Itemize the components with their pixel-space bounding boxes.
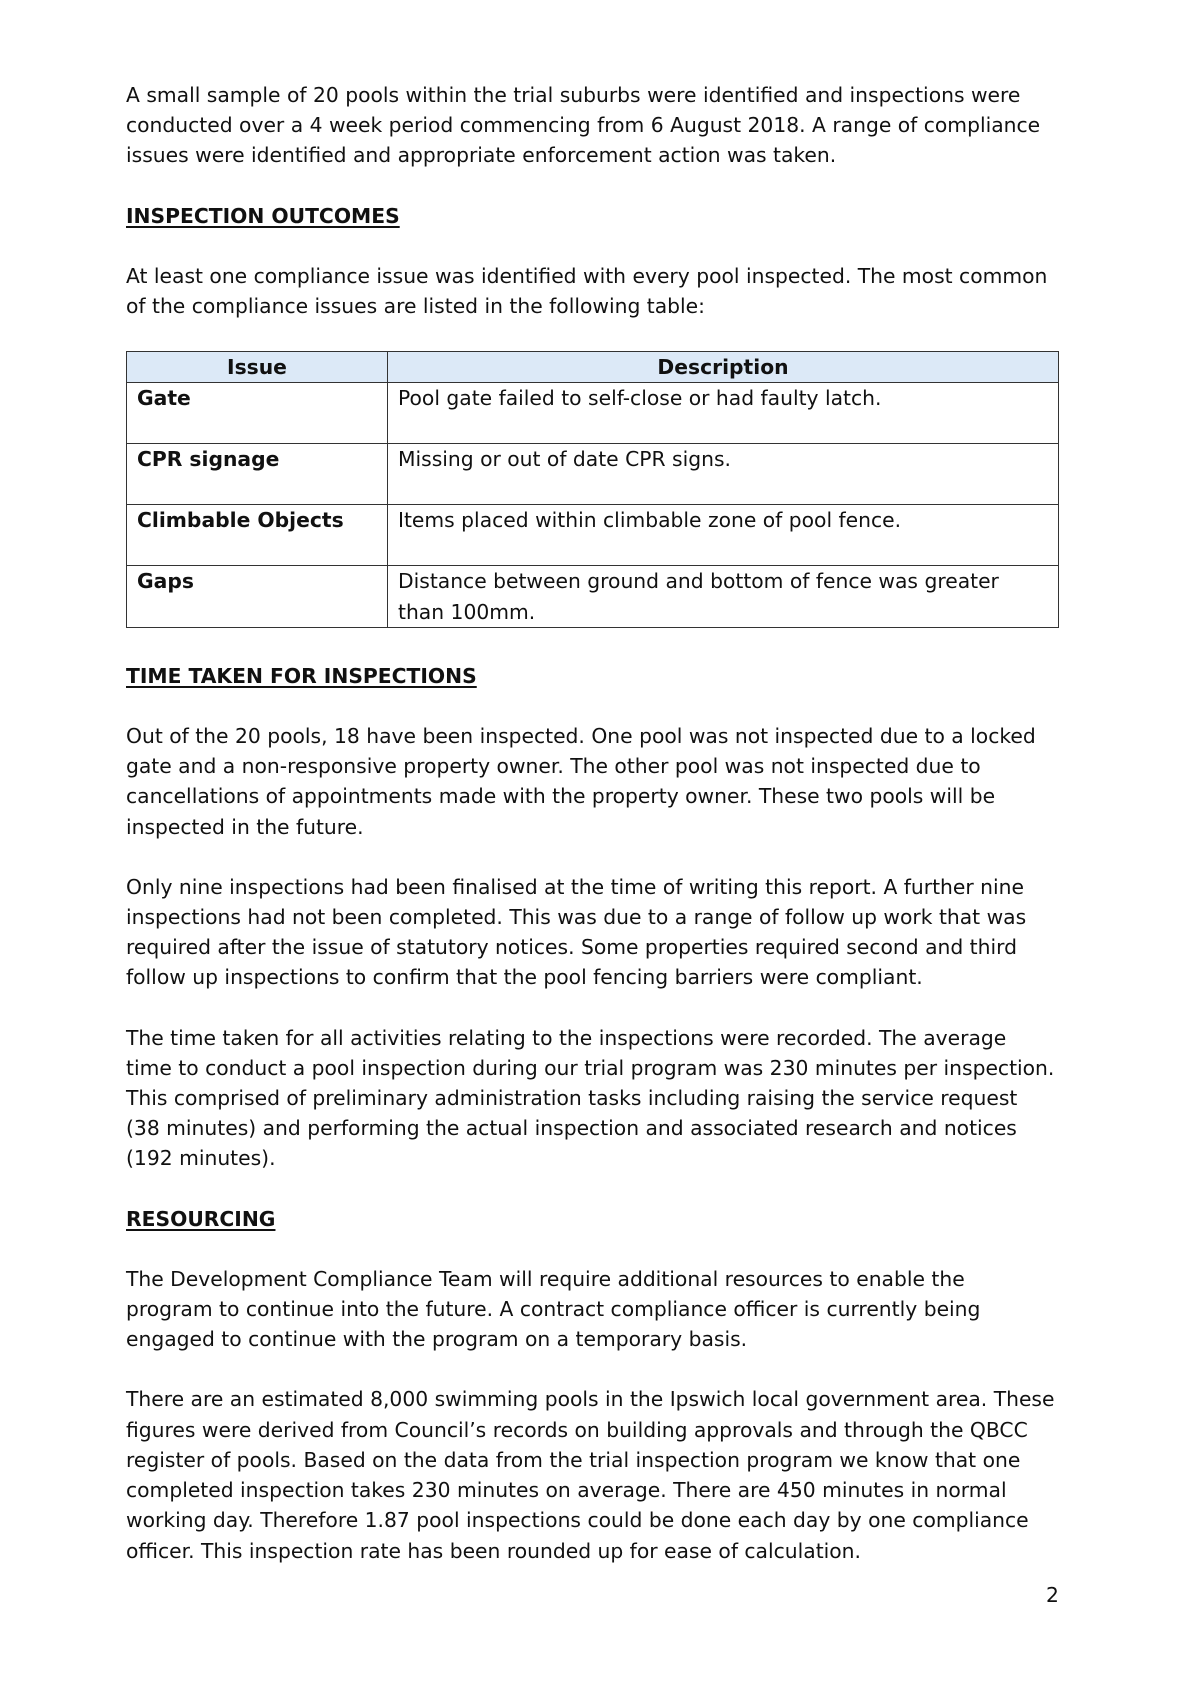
header-description: Description xyxy=(388,352,1059,383)
description-cell: Distance between ground and bottom of fence was greater than 100mm. xyxy=(388,566,1059,627)
issue-cell: Gaps xyxy=(127,566,388,627)
table-row xyxy=(127,505,1059,566)
page-number: 2 xyxy=(1046,1583,1059,1607)
description-cell: Missing or out of date CPR signs. xyxy=(388,444,1059,505)
heading-time-taken: TIME TAKEN FOR INSPECTIONS xyxy=(126,663,477,688)
time-taken-paragraph-2: Only nine inspections had been finalised at the time of writing this report. A further nine inspections had not been completed. This was due to a range of follow up work that was required after the issue of statutory notices. Some properties required second and third follow up inspections to confirm that the pool fencing barriers were compliant. xyxy=(126,874,1027,990)
resourcing-paragraph-1: The Development Compliance Team will require additional resources to enable the program to continue into the future. A contract compliance officer is currently being engaged to continue with the program on a temporary basis. xyxy=(126,1266,981,1352)
resourcing-paragraph-2: There are an estimated 8,000 swimming pools in the Ipswich local government area. These figures were derived from Council’s records on building approvals and through the QBCC register of pools. Based on the data from the trial inspection program we know that one completed inspection takes 230 minutes on average. There are 450 minutes in normal working day. Therefore 1.87 pool inspections could be done each day by one compliance officer. This inspection rate has been rounded up for ease of calculation. xyxy=(126,1387,1055,1563)
issue-cell: Climbable Objects xyxy=(127,505,388,566)
table-header-row xyxy=(127,352,1059,383)
issue-cell: Gate xyxy=(127,383,388,444)
document-body xyxy=(126,80,1056,1596)
intro-paragraph: A small sample of 20 pools within the trial suburbs were identified and inspections were conducted over a 4 week period commencing from 6 August 2018. A range of compliance issues were identified and appropriate enforcement action was taken. xyxy=(126,83,1041,168)
header-issue: Issue xyxy=(127,352,388,383)
issue-cell: CPR signage xyxy=(127,444,388,505)
time-taken-paragraph-3: The time taken for all activities relating to the inspections were recorded. The average time to conduct a pool inspection during our trial program was 230 minutes per inspection. This comprised of preliminary administration tasks including raising the service request (38 minutes) and performing the actual inspection and associated research and notices (192 minutes). xyxy=(126,1025,1055,1171)
description-cell: Pool gate failed to self-close or had faulty latch. xyxy=(388,383,1059,444)
compliance-issues-table xyxy=(126,351,1059,628)
time-taken-paragraph-1: Out of the 20 pools, 18 have been inspected. One pool was not inspected due to a locked gate and a non-responsive property owner. The other pool was not inspected due to cancellations of appointments made with the property owner. These two pools will be inspected in the future. xyxy=(126,724,1036,839)
heading-resourcing: RESOURCING xyxy=(126,1206,276,1231)
inspection-outcomes-paragraph: At least one compliance issue was identified with every pool inspected. The most common of the compliance issues are listed in the following table: xyxy=(126,263,1048,319)
description-cell: Items placed within climbable zone of pool fence. xyxy=(388,505,1059,566)
table-row xyxy=(127,383,1059,444)
table-row xyxy=(127,566,1059,627)
table-row xyxy=(127,444,1059,505)
heading-inspection-outcomes: INSPECTION OUTCOMES xyxy=(126,203,400,228)
